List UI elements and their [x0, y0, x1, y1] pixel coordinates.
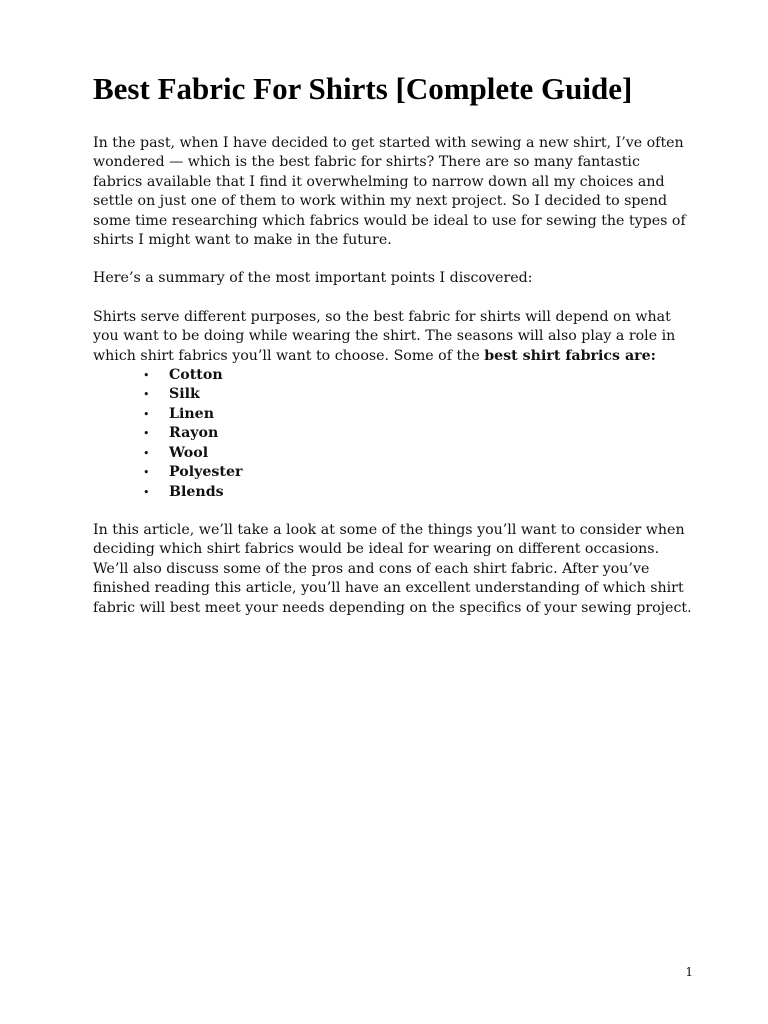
list-item-label: Blends — [169, 483, 224, 500]
list-item — [143, 405, 693, 424]
list-item — [143, 463, 693, 482]
paragraph-spacer — [93, 502, 693, 521]
list-item — [143, 385, 693, 404]
bullet-icon: • — [143, 446, 150, 460]
bullet-icon: • — [143, 369, 150, 383]
fabric-list — [93, 366, 693, 502]
paragraph-spacer — [93, 289, 693, 308]
list-item-label: Linen — [169, 405, 215, 422]
paragraph-spacer — [93, 250, 693, 269]
bullet-icon: • — [143, 466, 150, 480]
closing-paragraph: In this article, we’ll take a look at some of the things you’ll want to consider when deciding which shirt fabrics would be ideal for wearing on different occasions. We’ll also discuss some of the pros and cons of each shirt fabric. After you’ve finished reading this article, you’ll have an excellent understanding of which shirt fabric will best meet your needs depending on the specifics of your sewing project. — [93, 521, 692, 616]
list-item-label: Wool — [169, 444, 209, 461]
list-item-label: Silk — [169, 386, 200, 403]
list-item-label: Polyester — [169, 464, 243, 481]
intro-paragraph: In the past, when I have decided to get started with sewing a new shirt, I’ve often wondered — which is the best fabric for shirts? There are so many fantastic fabrics available that I find it overwhelming to narrow down all my choices and settle on just one of them to work within my next project. So I decided to spend some time researching which fabrics would be ideal to use for sewing the types of shirts I might want to make in the future. — [93, 135, 686, 249]
purposes-bold-text: best shirt fabrics are: — [484, 347, 656, 364]
list-item-label: Rayon — [169, 425, 219, 442]
list-item — [143, 444, 693, 463]
document-page — [93, 70, 693, 618]
summary-lead-paragraph: Here’s a summary of the most important points I discovered: — [93, 270, 533, 287]
list-item — [143, 366, 693, 385]
list-item — [143, 424, 693, 443]
bullet-icon: • — [143, 485, 150, 499]
document-title: Best Fabric For Shirts [Complete Guide] — [93, 71, 633, 106]
purposes-paragraph — [93, 308, 693, 366]
list-item-label: Cotton — [169, 367, 223, 384]
bullet-icon: • — [143, 407, 150, 421]
list-item — [143, 483, 693, 502]
bullet-icon: • — [143, 427, 150, 441]
purposes-text: Shirts serve different purposes, so the best fabric for shirts will depend on what you want to be doing while wearing the shirt. The seasons will also play a role in which shirt fabrics you’ll want to choose. Some of the — [93, 308, 676, 364]
page-number: 1 — [685, 965, 693, 979]
bullet-icon: • — [143, 388, 150, 402]
